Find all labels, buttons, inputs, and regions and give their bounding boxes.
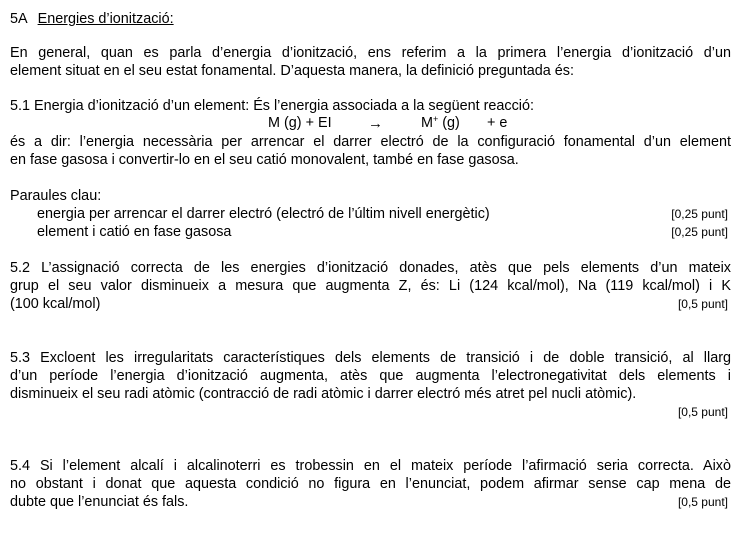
keyword-points: [0,25 punt]: [671, 225, 728, 239]
ionization-reaction: [10, 115, 731, 133]
reaction-phase: (g): [438, 115, 460, 131]
answer-5-4-last-row: [10, 493, 731, 511]
answer-5-4-line: 5.4 Si l’element alcalí i alcalinoterri es trobessin en el mateix període l’afirmació seria correcta. Això: [10, 458, 731, 474]
answer-5-2-line: grup el seu valor disminueix a mesura que augmenta Z, és: Li (124 kcal/mol), Na (119 kcal/mol) i K: [10, 278, 731, 294]
intro-line: element situat en el seu estat fonamental. D’aquesta manera, la definició preguntada és:: [10, 63, 574, 79]
reaction-electron: + e: [487, 115, 508, 131]
keyword-item: [10, 223, 731, 241]
answer-5-3-line: d’un període l’energia d’ionització augmenta, atès que augmenta l’electronegativitat dels elements i: [10, 368, 731, 384]
answer-5-3-line: disminueix el seu radi atòmic (contracció de radi atòmic i darrer electró més atret pel nucli atòmic).: [10, 386, 637, 402]
reaction-arrow: →: [368, 115, 383, 132]
answer-5-1-line: és a dir: l’energia necessària per arrencar el darrer electró de la configuració fonamental d’un element: [10, 134, 731, 150]
answer-5-3-points-row: [10, 403, 731, 421]
reaction-products: [421, 115, 460, 131]
answer-5-3-line: 5.3 Excloent les irregularitats característiques dels elements de transició i de doble transició, al llarg: [10, 350, 731, 366]
answer-5-1-line: en fase gasosa i convertir-lo en el seu catió monovalent, també en fase gasosa.: [10, 152, 519, 168]
answer-5-4-points: [0,5 punt]: [677, 495, 728, 509]
answer-5-4-line: dubte que l’enunciat és fals.: [10, 494, 189, 510]
answer-5-2-line: 5.2 L’assignació correcta de les energies d’ionització donades, atès que pels elements d’un mateix: [10, 260, 731, 276]
keyword-text: element i catió en fase gasosa: [37, 224, 232, 240]
section-heading: [10, 10, 731, 28]
answer-5-1-heading: 5.1 Energia d’ionització d’un element: És l’energia associada a la següent reacció:: [10, 98, 534, 114]
answer-5-2-last-row: [10, 295, 731, 313]
answer-5-3-points: [0,5 punt]: [677, 405, 728, 419]
answer-5-2-points: [0,5 punt]: [677, 297, 728, 311]
intro-line: En general, quan es parla d’energia d’ionització, ens referim a la primera l’energia d’ionització d’un: [10, 45, 731, 61]
answer-5-4-line: no obstant i donat que aquesta condició no figura en l’enunciat, podem afirmar sense cap mena de: [10, 476, 731, 492]
reaction-reactants: M (g) + EI: [268, 115, 332, 131]
section-number: 5A: [10, 11, 28, 27]
keywords-title: Paraules clau:: [10, 188, 102, 204]
answer-5-2-line: (100 kcal/mol): [10, 296, 101, 312]
keyword-item: [10, 205, 731, 223]
answer-document: [10, 8, 731, 511]
reaction-cation: M: [421, 115, 433, 131]
reaction-charge: +: [433, 114, 439, 124]
keyword-text: energia per arrencar el darrer electró (electró de l’últim nivell energètic): [37, 206, 490, 222]
section-title: Energies d’ionització:: [37, 11, 174, 27]
keyword-points: [0,25 punt]: [671, 207, 728, 221]
